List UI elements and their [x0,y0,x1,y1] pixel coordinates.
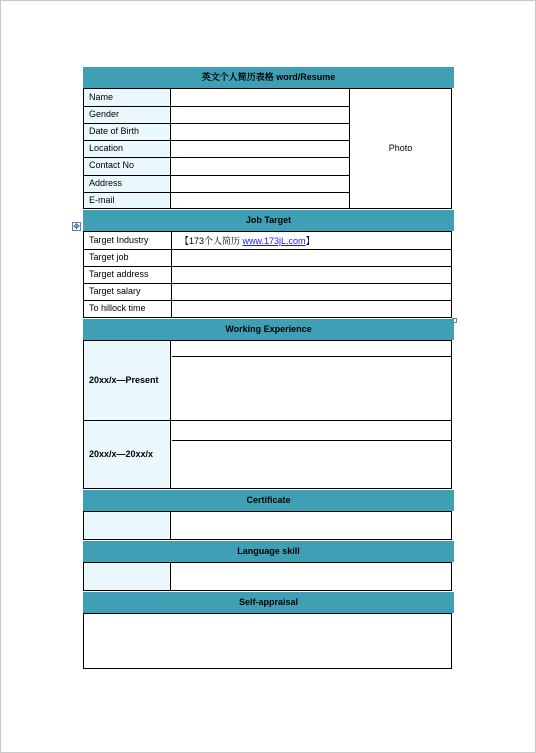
work-label-column [84,341,171,488]
personal-row-line [84,106,349,107]
job-row-line [84,266,451,267]
work-line-3 [172,440,451,441]
photo-placeholder: Photo [388,143,413,153]
work-line-1 [172,356,451,357]
personal-field-input[interactable] [172,175,349,192]
language-label-cell [84,563,171,590]
job-target-field-label: Target Industry [89,235,149,245]
personal-field-input[interactable] [172,123,349,140]
self-appraisal-box[interactable] [83,613,452,669]
job-target-field-input[interactable] [172,283,451,300]
personal-field-input[interactable] [172,89,349,106]
job-target-field-label: Target salary [89,286,141,296]
personal-field-label: Name [89,92,114,102]
personal-row-line [84,123,349,124]
self-appraisal-header: Self-appraisal [83,592,454,613]
work-experience-header: Working Experience [83,319,454,340]
table-move-handle-icon[interactable]: ✥ [73,222,80,231]
work-period-2: 20xx/x—20xx/x [89,449,154,459]
personal-field-label: Contact No [89,160,135,171]
personal-row-line [84,140,349,141]
language-skill-header: Language skill [83,541,454,562]
job-target-field-input[interactable] [172,266,451,283]
job-target-field-input[interactable] [172,249,451,266]
personal-row-line [84,175,349,176]
job-target-field-label: Target job [89,252,129,262]
personal-field-input[interactable] [172,140,349,157]
certificate-header: Certificate [83,490,454,511]
target-industry-value [174,235,315,247]
job-target-header: Job Target [83,210,454,231]
job-row-line [84,283,451,284]
job-target-field-label: Target address [89,269,149,279]
job-row-line [84,249,451,250]
work-period-1: 20xx/x—Present [89,375,159,385]
personal-field-input[interactable] [172,192,349,209]
industry-prefix: 【173个人简历 [180,236,243,246]
personal-field-label: E-mail [89,194,115,205]
personal-field-input[interactable] [172,106,349,123]
personal-field-input[interactable] [172,157,349,174]
personal-field-label: Address [89,177,123,188]
personal-row-line [84,192,349,193]
job-target-field-input[interactable] [172,300,451,317]
resume-title: 英文个人简历表格 word/Resume [83,67,454,88]
industry-link[interactable]: www.173jL.com [242,236,306,246]
personal-field-label: Date of Birth [89,126,140,137]
personal-row-line [84,157,349,158]
industry-suffix: 】 [305,236,315,246]
certificate-label-cell [84,512,171,539]
job-target-field-label: To hillock time [89,303,146,313]
personal-field-label: Gender [89,109,120,120]
work-line-2 [84,420,451,421]
job-row-line [84,300,451,301]
personal-field-label: Location [89,143,124,154]
